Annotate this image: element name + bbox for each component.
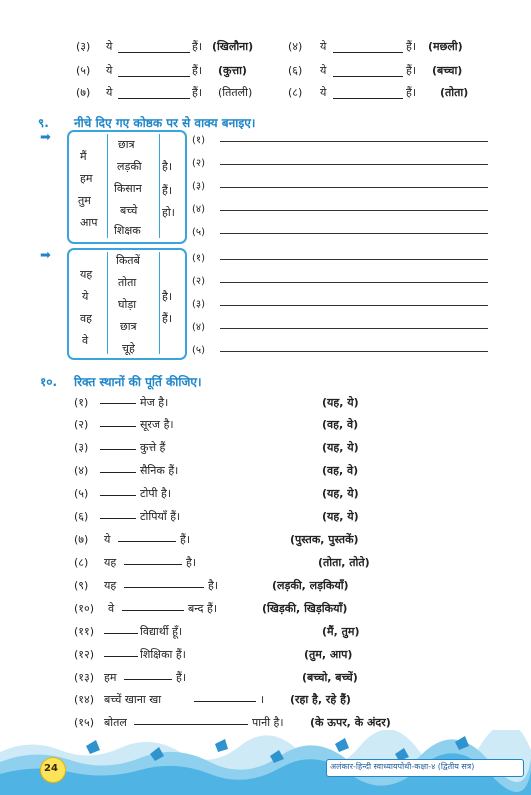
item-hint: (तितली) <box>218 86 253 99</box>
item-ending: हैं। <box>192 86 203 99</box>
box-divider <box>159 252 160 354</box>
item-number: (१३) <box>74 671 95 684</box>
answer-blank[interactable] <box>118 52 190 53</box>
noun: तोता <box>118 276 137 289</box>
item-number: (१) <box>74 396 89 409</box>
item-word: ये <box>106 86 113 99</box>
item-number: (९) <box>74 579 89 592</box>
item-hint: (यह, ये) <box>322 487 359 500</box>
noun: कितबें <box>116 254 140 267</box>
item-hint: (यह, ये) <box>322 510 359 523</box>
line-number: (१) <box>192 135 206 146</box>
item-sentence-end: टोपियाँ हैं। <box>140 510 181 523</box>
item-word: ये <box>106 40 113 53</box>
item-hint: (के ऊपर, के अंदर) <box>310 716 391 729</box>
item-ending: हैं। <box>406 40 417 53</box>
answer-blank[interactable] <box>134 724 248 725</box>
item-sentence-end: विद्यार्थी हूँ। <box>140 625 183 638</box>
answer-line[interactable] <box>220 351 488 352</box>
item-sentence-start: हम <box>104 671 117 684</box>
item-sentence-end: मेज है। <box>140 396 169 409</box>
item-number: (११) <box>74 625 95 638</box>
item-hint: (तोता) <box>440 86 469 99</box>
answer-blank[interactable] <box>124 679 172 680</box>
item-ending: हैं। <box>192 40 203 53</box>
noun: छात्र <box>120 320 137 333</box>
answer-blank[interactable] <box>100 403 136 404</box>
item-hint: (खिलौना) <box>212 40 254 53</box>
item-number: (८) <box>288 86 303 99</box>
item-sentence-end: शिक्षिका हैं। <box>140 648 186 661</box>
item-hint: (यह, ये) <box>322 441 359 454</box>
item-number: (१२) <box>74 648 95 661</box>
noun: बच्चे <box>120 204 138 217</box>
arrow-icon: ➡ <box>40 130 51 145</box>
item-sentence-end: हैं। <box>176 671 187 684</box>
pronoun: वे <box>82 334 89 347</box>
answer-line[interactable] <box>220 305 488 306</box>
item-hint: (रहा है, रहे हैं) <box>290 693 351 706</box>
answer-blank[interactable] <box>118 76 190 77</box>
verb: है। <box>162 290 173 303</box>
item-number: (२) <box>74 418 89 431</box>
item-hint: (बच्चो, बच्चें) <box>302 671 358 684</box>
answer-line[interactable] <box>220 141 488 142</box>
answer-blank[interactable] <box>100 426 136 427</box>
page-number: 24 <box>44 763 58 774</box>
item-sentence-start: वे <box>108 602 115 615</box>
item-number: (३) <box>74 441 89 454</box>
noun: शिक्षक <box>114 224 141 237</box>
item-hint: (बच्चा) <box>432 64 463 77</box>
pronoun: आप <box>80 216 98 229</box>
item-number: (५) <box>74 487 89 500</box>
answer-blank[interactable] <box>333 98 403 99</box>
pronoun: यह <box>80 268 93 281</box>
item-number: (१५) <box>74 716 95 729</box>
item-sentence-end: है। <box>186 556 197 569</box>
item-number: (१०) <box>74 602 95 615</box>
line-number: (२) <box>192 158 206 169</box>
line-number: (४) <box>192 322 206 333</box>
item-ending: हैं। <box>192 64 203 77</box>
item-number: (७) <box>76 86 91 99</box>
line-number: (३) <box>192 181 206 192</box>
box-divider <box>107 134 108 238</box>
item-hint: (मैं, तुम) <box>322 625 360 638</box>
item-sentence-end: हैं। <box>180 533 191 546</box>
item-sentence-start: यह <box>104 579 117 592</box>
answer-blank[interactable] <box>104 656 138 657</box>
item-ending: हैं। <box>406 64 417 77</box>
item-number: (४) <box>74 464 89 477</box>
section-9-title: नीचे दिए गए कोष्ठक पर से वाक्य बनाइए। <box>74 116 256 130</box>
noun: लड़की <box>117 160 142 173</box>
item-sentence-start: यह <box>104 556 117 569</box>
item-sentence-start: बच्चें खाना खा <box>104 693 162 706</box>
item-sentence-end: कुत्ते हैं <box>140 441 166 454</box>
section-10-number: १०. <box>40 375 58 389</box>
answer-blank[interactable] <box>104 633 138 634</box>
answer-blank[interactable] <box>100 518 136 519</box>
item-hint: (लड़की, लड़कियाँ) <box>272 579 349 592</box>
answer-line[interactable] <box>220 210 488 211</box>
item-number: (६) <box>288 64 303 77</box>
answer-line[interactable] <box>220 164 488 165</box>
item-number: (६) <box>74 510 89 523</box>
answer-blank[interactable] <box>122 610 184 611</box>
pronoun: तुम <box>78 194 91 207</box>
noun: छात्र <box>118 138 135 151</box>
noun: चूहे <box>122 342 135 355</box>
item-ending: हैं। <box>406 86 417 99</box>
arrow-icon: ➡ <box>40 248 51 263</box>
item-hint: (वह, वे) <box>322 418 359 431</box>
answer-blank[interactable] <box>118 541 176 542</box>
item-word: ये <box>320 64 327 77</box>
noun: किसान <box>114 182 142 195</box>
answer-blank[interactable] <box>194 701 256 702</box>
item-sentence-start: बोतल <box>104 716 127 729</box>
verb: हो। <box>162 206 175 219</box>
item-number: (३) <box>76 40 91 53</box>
item-hint: (तोता, तोते) <box>318 556 370 569</box>
answer-blank[interactable] <box>100 449 136 450</box>
verb: है। <box>162 160 173 173</box>
item-hint: (पुस्तक, पुस्तकें) <box>290 533 359 546</box>
noun: घोड़ा <box>118 298 137 311</box>
box-divider <box>107 252 108 354</box>
item-number: (४) <box>288 40 303 53</box>
item-word: ये <box>106 64 113 77</box>
item-sentence-end: । <box>260 693 265 706</box>
pronoun: वह <box>80 312 92 325</box>
line-number: (४) <box>192 204 206 215</box>
item-sentence-end: पानी है। <box>252 716 284 729</box>
pronoun: हम <box>80 172 93 185</box>
item-hint: (यह, ये) <box>322 396 359 409</box>
verb: हैं। <box>162 184 173 197</box>
item-number: (५) <box>76 64 91 77</box>
item-sentence-end: टोपी है। <box>140 487 171 500</box>
line-number: (३) <box>192 299 206 310</box>
answer-blank[interactable] <box>124 587 204 588</box>
answer-blank[interactable] <box>100 495 136 496</box>
answer-line[interactable] <box>220 233 488 234</box>
pronoun: ये <box>82 290 89 303</box>
item-hint: (तुम, आप) <box>304 648 353 661</box>
answer-blank[interactable] <box>124 564 182 565</box>
answer-blank[interactable] <box>333 52 403 53</box>
item-hint: (कुत्ता) <box>218 64 247 77</box>
item-sentence-end: बन्द हैं। <box>188 602 218 615</box>
item-word: ये <box>320 86 327 99</box>
answer-blank[interactable] <box>118 98 190 99</box>
item-sentence-start: ये <box>104 533 111 546</box>
book-title: अलंकार-हिन्दी स्वाध्यायपोथी-कक्षा-४ (द्वितीय सत्र) <box>330 762 475 771</box>
answer-line[interactable] <box>220 282 488 283</box>
section-9-number: ९. <box>38 116 49 130</box>
section-10-title: रिक्त स्थानों की पूर्ति कीजिए। <box>74 375 202 389</box>
item-number: (७) <box>74 533 89 546</box>
answer-blank[interactable] <box>100 472 136 473</box>
answer-blank[interactable] <box>333 76 403 77</box>
answer-line[interactable] <box>220 328 488 329</box>
item-hint: (वह, वे) <box>322 464 359 477</box>
box-divider <box>159 134 160 238</box>
answer-line[interactable] <box>220 187 488 188</box>
item-sentence-end: सूरज है। <box>140 418 174 431</box>
item-number: (१४) <box>74 693 95 706</box>
line-number: (५) <box>192 227 206 238</box>
item-number: (८) <box>74 556 89 569</box>
line-number: (५) <box>192 345 206 356</box>
line-number: (२) <box>192 276 206 287</box>
line-number: (१) <box>192 253 206 264</box>
answer-line[interactable] <box>220 259 488 260</box>
item-hint: (मछली) <box>428 40 463 53</box>
item-sentence-end: सैनिक हैं। <box>140 464 179 477</box>
item-word: ये <box>320 40 327 53</box>
item-hint: (खिड़की, खिड़कियाँ) <box>262 602 348 615</box>
verb: हैं। <box>162 312 173 325</box>
pronoun: मैं <box>80 150 87 163</box>
item-sentence-end: है। <box>208 579 219 592</box>
